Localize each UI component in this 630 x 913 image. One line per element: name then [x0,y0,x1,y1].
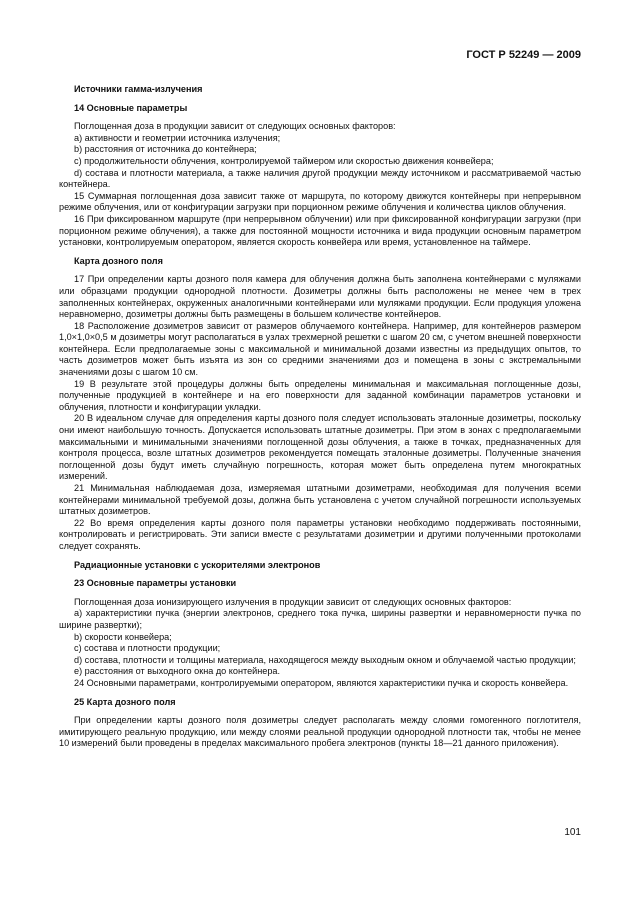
section-title-14: 14 Основные параметры [74,102,188,113]
paragraph-23-intro: Поглощенная доза ионизирующего излучения в продукции зависит от следующих основных факторов: [74,596,512,607]
paragraph-14-intro: Поглощенная доза в продукции зависит от следующих основных факторов: [74,121,396,132]
list-item-23a: а) характеристики пучка (энергии электронов, среднего тока пучка, ширины развертки и неравномерности пучка по ширине развертки); [59,608,581,630]
list-item-14d: d) состава и плотности материала, а также наличия другой продукции между источником и рассматриваемой частью контейнера. [59,167,581,190]
section-title-25: 25 Карта дозного поля [74,696,176,707]
list-item-23b: b) скорости конвейера; [74,631,172,642]
document-page [59,49,581,838]
paragraph-22: 22 Во время определения карты дозного поля параметры установки необходимо поддерживать постоянными, контролировать и регистрировать. Эти записи вместе с результатами дозиметрии и другими полученными протоколами следует сохранять. [59,517,581,551]
paragraph-16: 16 При фиксированном маршруте (при непрерывном облучении) или при фиксированной конфигурации загрузки (при порционном режиме облучения), а также для постоянной мощности источника и вида продукции основным параметром установки, контролируемым оператором, является скорость конвейера или время, установленное на таймере. [59,213,581,248]
paragraph-15: 15 Суммарная поглощенная доза зависит также от маршрута, по которому движутся контейнеры при непрерывном режиме облучения, или от конфигурации загрузки при порционном режиме облучения и количества циклов облучения. [59,190,581,213]
list-item-23e: е) расстояния от выходного окна до контейнера. [74,666,281,677]
paragraph-18: 18 Расположение дозиметров зависит от размеров облучаемого контейнера. Например, для контейнеров размером 1,0×1,0×0,5 м дозиметры могут располагаться в узлах трехмерной решетки с шагом 20 см, с учетом внешней поверхности контейнера. Если предполагаемые зоны с максимальной и минимальной дозами известны из предыдущих опытов, то часть дозиметров может быть изъята из зон со средними значениями доз и помещена в зоны с экстремальными значениями дозы с шагом 10 см. [59,320,581,378]
list-item-14c: с) продолжительности облучения, контролируемой таймером или скоростью движения конвейера; [74,155,494,166]
list-item-14b: b) расстояния от источника до контейнера; [74,144,257,155]
list-item-14a: а) активности и геометрии источника излучения; [74,132,281,143]
paragraph-21: 21 Минимальная наблюдаемая доза, измеряемая штатными дозиметрами, необходимая для получения всеми контейнерами минимальной требуемой дозы, должна быть установлена с учетом случайной погрешности используемых штатных дозиметров. [59,483,581,517]
section-title-map: Карта дозного поля [74,255,163,266]
paragraph-24: 24 Основными параметрами, контролируемыми оператором, являются характеристики пучка и скорость конвейера. [74,677,569,688]
section-title-accelerators: Радиационные установки с ускорителями электронов [74,559,321,570]
document-header: ГОСТ Р 52249 — 2009 [466,49,581,61]
paragraph-17: 17 При определении карты дозного поля камера для облучения должна быть заполнена контейнерами с муляжами или образцами продукции однородной плотности. Дозиметры должны быть расположены не менее чем в трех заполненных контейнерах, окруженных аналогичными контейнерами или муляжами продукции. Если продукция уложена неравномерно, дозиметры должны быть размещены в большем количестве контейнеров. [59,274,581,320]
section-title-gamma: Источники гамма-излучения [74,84,203,94]
list-item-23c: с) состава и плотности продукции; [74,643,221,654]
paragraph-19: 19 В результате этой процедуры должны быть определены минимальная и максимальная поглощенные дозы, полученные продукцией в контейнере и на его поверхности для заданной комбинации параметров установки и облучения, плотности и конфигурации укладки. [59,378,581,412]
section-title-23: 23 Основные параметры установки [74,578,237,589]
list-item-23d: d) состава, плотности и толщины материала, находящегося между выходным окном и облучаемой частью продукции; [74,654,576,665]
paragraph-25: При определении карты дозного поля дозиметры следует располагать между слоями гомогенного поглотителя, имитирующего реальную продукцию, или между слоями реальной продукции однородной плотности так, чтобы не менее 10 измерений были проведены в пределах максимального пробега электронов (пункты 18—21 данного приложения). [59,715,581,749]
page-number: 101 [564,827,581,838]
paragraph-20: 20 В идеальном случае для определения карты дозного поля следует использовать эталонные дозиметры, поскольку они имеют наибольшую точность. Допускается использовать штатные дозиметры. При этом в зонах с предполагаемыми максимальными и минимальными значениями поглощенной дозы облучения, а также в точках, предназначенных для контроля процесса, возле штатных дозиметров рекомендуется помещать эталонные дозиметры. Полученные значения поглощенной дозы будут иметь случайную погрешность, которая может быть определена путем многократных измерений. [59,413,581,482]
